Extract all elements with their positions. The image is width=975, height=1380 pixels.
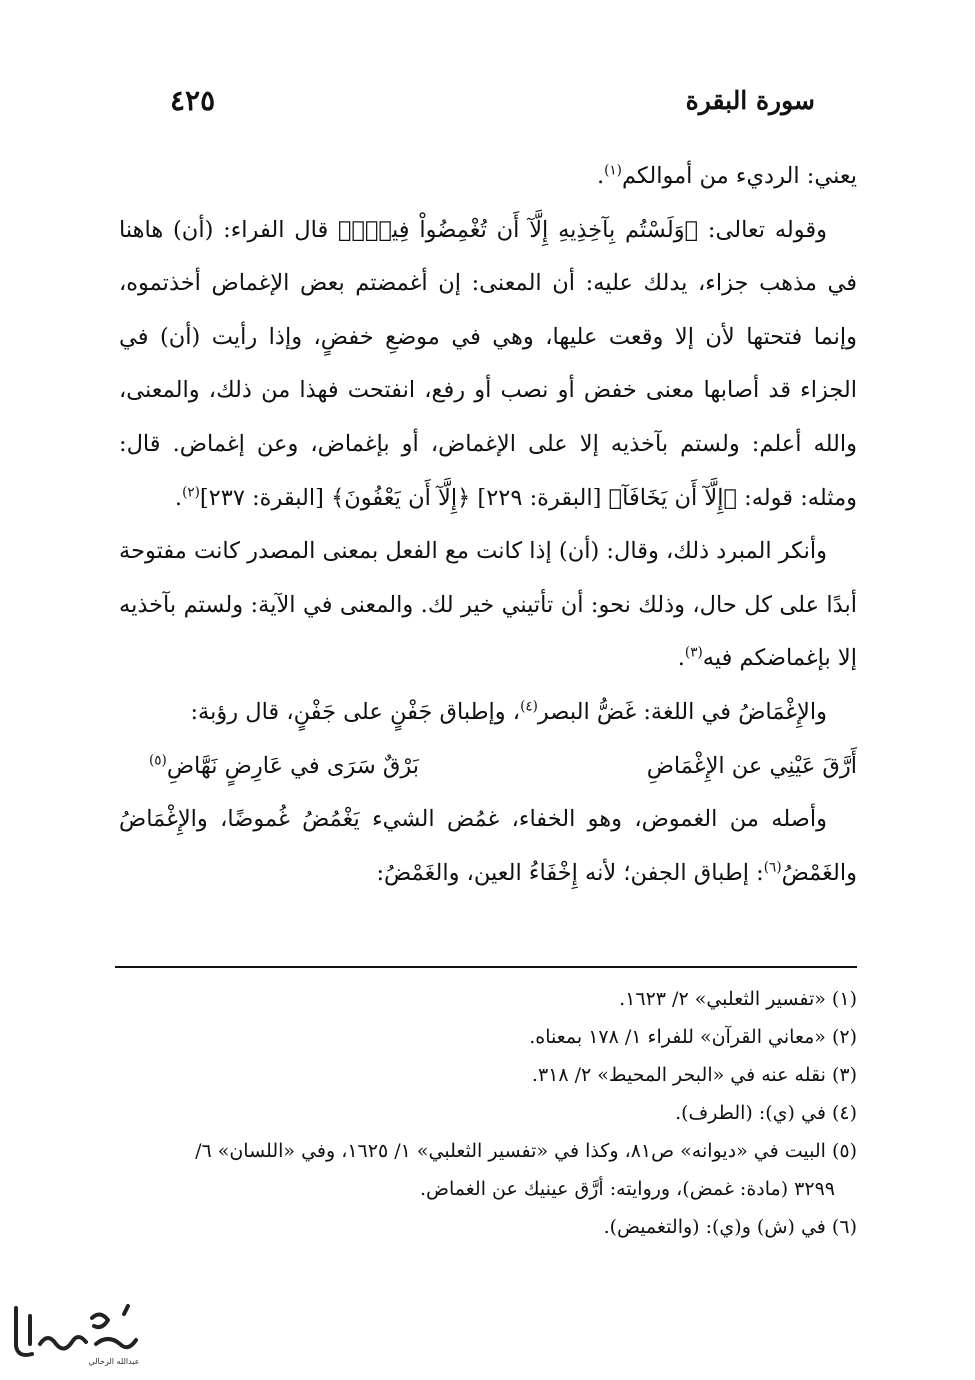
footnote-ref-4: (٤) <box>520 698 538 715</box>
footnote-ref-5: (٥) <box>149 752 167 769</box>
footnote-5-continued: ٣٢٩٩ (مادة: غمض)، وروايته: أرَّق عينيك عن الغماض. <box>419 1178 835 1200</box>
paragraph-5-text-a: وأصله من الغموض، وهو الخفاء، غمُض الشيء يَغْمُضُ غُموضًا، والإِغْمَاضُ والغَمْضُ <box>119 806 857 886</box>
footnote-ref-6: (٦) <box>763 859 782 876</box>
poem-second-hemistich-wrap <box>149 740 419 794</box>
paragraph-4-text-a: والإِغْمَاضُ في اللغة: غَضُّ البصر <box>537 698 827 725</box>
paragraph-3-end: . <box>677 645 685 672</box>
footnote-1: (١) «تفسير الثعلبي» ٢/ ١٦٢٣. <box>619 988 857 1010</box>
page-header <box>150 86 815 126</box>
footnote-ref-2: (٢) <box>182 484 200 501</box>
running-title: سورة البقرة <box>685 86 815 115</box>
footnote-2: (٢) «معاني القرآن» للفراء ١/ ١٧٨ بمعناه. <box>529 1026 857 1048</box>
paragraph-2 <box>119 204 857 526</box>
poem-verse <box>119 740 857 794</box>
publisher-logo <box>4 1296 149 1368</box>
paragraph-2-end: . <box>174 484 183 511</box>
poem-first-hemistich: أَرَّقَ عَيْنِي عن الإِغْمَاضِ <box>646 752 857 779</box>
footnote-separator <box>115 966 857 968</box>
footnote-ref-1: (١) <box>604 162 622 179</box>
footnote-3: (٣) نقله عنه في «البحر المحيط» ٢/ ٣١٨. <box>531 1064 857 1086</box>
paragraph-1-text: يعني: الرديء من أموالكم <box>621 163 857 189</box>
logo-caption: عبدالله الرحالي <box>88 1357 140 1366</box>
paragraph-4 <box>119 686 857 740</box>
paragraph-2-text: وقوله تعالى: ﴿وَلَسْتُم بِآخِذِيهِ إِلَّآ أَن تُغْمِضُواْ فِيهِۚ﴾ قال الفراء: (أن) هاهنا في مذهب جزاء، يدلك عليه: أن المعنى: إن أغمضتم بعض الإغماض أخذتموه، وإنما فتحتها لأن إلا وقعت عليها، وهي في موضعِ خفضٍ، وإذا رأيت (أن) في الجزاء قد أصابها معنى خفض أو نصب أو رفع، انفتحت فهذا من ذلك، والمعنى، والله أعلم: ولستم بآخذيه إلا على الإغماض، أو بإغماض، وعن إغماض. قال: ومثله: قوله: ﴿إِلَّآ أَن يَخَافَآ﴾ [البقرة: ٢٢٩] ﴿إِلَّآ أَن يَعْفُونَ﴾ [البقرة: ٢٣٧] <box>119 216 858 511</box>
paragraph-3-text: وأنكر المبرد ذلك، وقال: (أن) إذا كانت مع الفعل بمعنى المصدر كانت مفتوحة أبدًا على كل حال، وذلك نحو: أن تأتيني خير لك. والمعنى في الآية: ولستم بآخذيه إلا بإغماضكم فيه <box>119 538 857 672</box>
paragraph-4-text-b: ، وإطباق جَفْنٍ على جَفْنٍ، قال رؤبة: <box>190 698 521 725</box>
footnote-4: (٤) في (ي): (الطرف). <box>675 1102 857 1124</box>
paragraph-5 <box>119 793 857 900</box>
footnotes <box>115 980 857 1246</box>
footnote-6: (٦) في (ش) و(ي): (والتغميض). <box>603 1216 857 1238</box>
page-number: ٤٢٥ <box>170 84 216 117</box>
footnote-5: (٥) البيت في «ديوانه» ص٨١، وكذا في «تفسير الثعلبي» ١/ ١٦٢٥، وفي «اللسان» ٦/ <box>195 1140 857 1162</box>
paragraph-1 <box>119 150 857 204</box>
main-text <box>119 150 857 900</box>
footnote-ref-3: (٣) <box>684 644 703 661</box>
paragraph-1-end: . <box>596 163 605 189</box>
paragraph-5-text-b: : إطباق الجفن؛ لأنه إِخْفَاءُ العين، والغَمْضُ: <box>376 859 764 886</box>
paragraph-3 <box>119 525 857 686</box>
poem-second-hemistich: بَرْقٌ سَرَى في عَارِضٍ نَهَّاضِ <box>166 752 419 779</box>
